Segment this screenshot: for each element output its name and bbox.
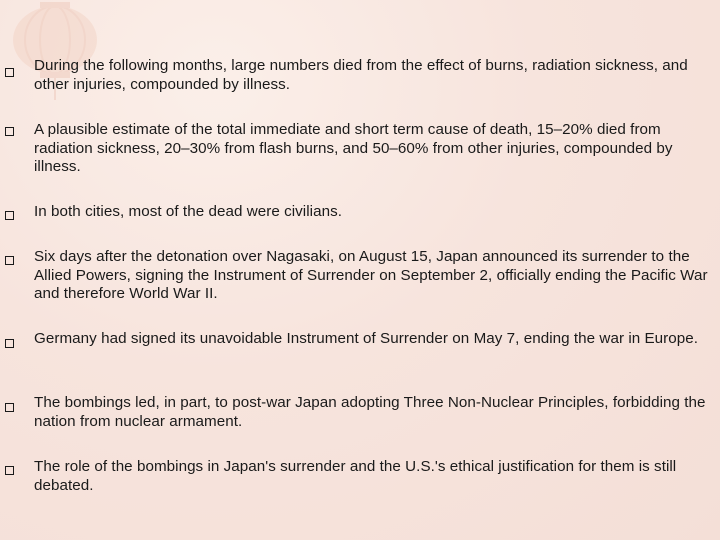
- square-bullet-icon: [5, 339, 14, 348]
- square-bullet-icon: [5, 466, 14, 475]
- bullet-text: A plausible estimate of the total immediate and short term cause of death, 15–20% died from radiation sickness, 20–30% from flash burns, and 50–60% from other injuries, compounded by illness.: [34, 121, 673, 176]
- bullet-text: The role of the bombings in Japan's surrender and the U.S.'s ethical justification for them is still debated.: [34, 458, 677, 494]
- bullet-text: In both cities, most of the dead were civilians.: [34, 203, 342, 220]
- bullet-text: During the following months, large numbers died from the effect of burns, radiation sickness, and other injuries, compounded by illness.: [34, 57, 688, 93]
- square-bullet-icon: [5, 256, 14, 265]
- square-bullet-icon: [5, 403, 14, 412]
- bullet-text: The bombings led, in part, to post-war Japan adopting Three Non-Nuclear Principles, forbidding the nation from nuclear armament.: [34, 394, 706, 430]
- square-bullet-icon: [5, 68, 14, 77]
- bullet-text: Germany had signed its unavoidable Instrument of Surrender on May 7, ending the war in Europe.: [34, 330, 699, 347]
- square-bullet-icon: [5, 211, 14, 220]
- square-bullet-icon: [5, 127, 14, 136]
- bullet-text: Six days after the detonation over Nagasaki, on August 15, Japan announced its surrender to the Allied Powers, signing the Instrument of Surrender on September 2, officially ending the Pacific War and therefore World War II.: [34, 248, 708, 303]
